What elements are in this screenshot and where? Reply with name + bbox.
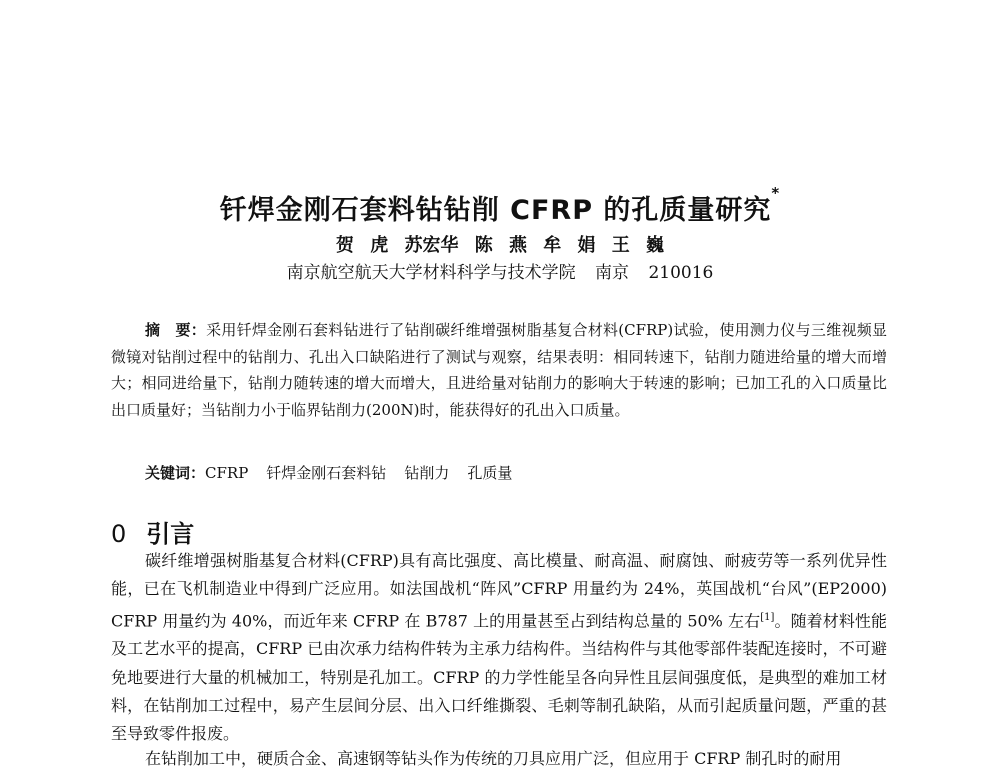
title-footnote-mark: * xyxy=(771,184,781,202)
keywords-label: 关键词： xyxy=(145,464,206,482)
section-title: 引言 xyxy=(146,520,195,548)
body-paragraph: 在钻削加工中，硬质合金、高速钢等钻头作为传统的刀具应用广泛，但应用于 CFRP 制孔时的耐用 xyxy=(145,749,842,768)
citation-ref[interactable]: [1] xyxy=(760,611,775,623)
keyword: 孔质量 xyxy=(467,464,513,482)
section-heading xyxy=(111,514,194,549)
keyword: 钻削力 xyxy=(404,464,450,482)
section-number: 0 xyxy=(111,520,127,548)
paper-title xyxy=(0,184,1000,227)
paragraph-text: 碳纤维增强树脂基复合材料(CFRP)具有高比强度、高比模量、耐高温、耐腐蚀、耐疲劳等一系列优异性能，已在飞机制造业中得到广泛应用。如法国战机“阵风”CFRP 用量约为 24%，英国战机“台风”(EP2000) CFRP 用量约为 40%，而近年来 CFRP 在 B787 上的用量甚至占到结构总量的 50% 左右 xyxy=(111,551,887,630)
paper-title-text: 钎焊金刚石套料钻钻削 CFRP 的孔质量研究 xyxy=(219,195,772,226)
affiliation: 南京航空航天大学材料科学与技术学院 南京 210016 xyxy=(286,263,714,283)
body-paragraph xyxy=(111,547,887,748)
paragraph-text: 。随着材料性能及工艺水平的提高，CFRP 已由次承力结构件转为主承力结构件。当结构件与其他零部件装配连接时，不可避免地要进行大量的机械加工，特别是孔加工。CFRP 的力学性能呈各向异性且层间强度低，是典型的难加工材料，在钻削加工过程中，易产生层间分层、出入口纤维撕裂、毛刺等制孔缺陷，从而引起质量问题，严重的甚至导致零件报废。 xyxy=(111,610,887,744)
abstract-text: 采用钎焊金刚石套料钻进行了钻削碳纤维增强树脂基复合材料(CFRP)试验，使用测力仪与三维视频显微镜对钻削过程中的钻削力、孔出入口缺陷进行了测试与观察，结果表明：相同转速下，钻削力随进给量的增大而增大；相同进给量下，钻削力随转速的增大而增大，且进给量对钻削力的影响大于转速的影响；已加工孔的入口质量比出口质量好；当钻削力小于临界钻削力(200N)时，能获得好的孔出入口质量。 xyxy=(111,321,887,419)
keyword: CFRP xyxy=(205,464,249,482)
author-list: 贺 虎 苏宏华 陈 燕 牟 娟 王 巍 xyxy=(335,235,665,256)
keywords xyxy=(145,462,530,483)
keyword: 钎焊金刚石套料钻 xyxy=(266,464,387,482)
abstract xyxy=(111,317,887,423)
abstract-label: 摘 要： xyxy=(145,321,207,339)
